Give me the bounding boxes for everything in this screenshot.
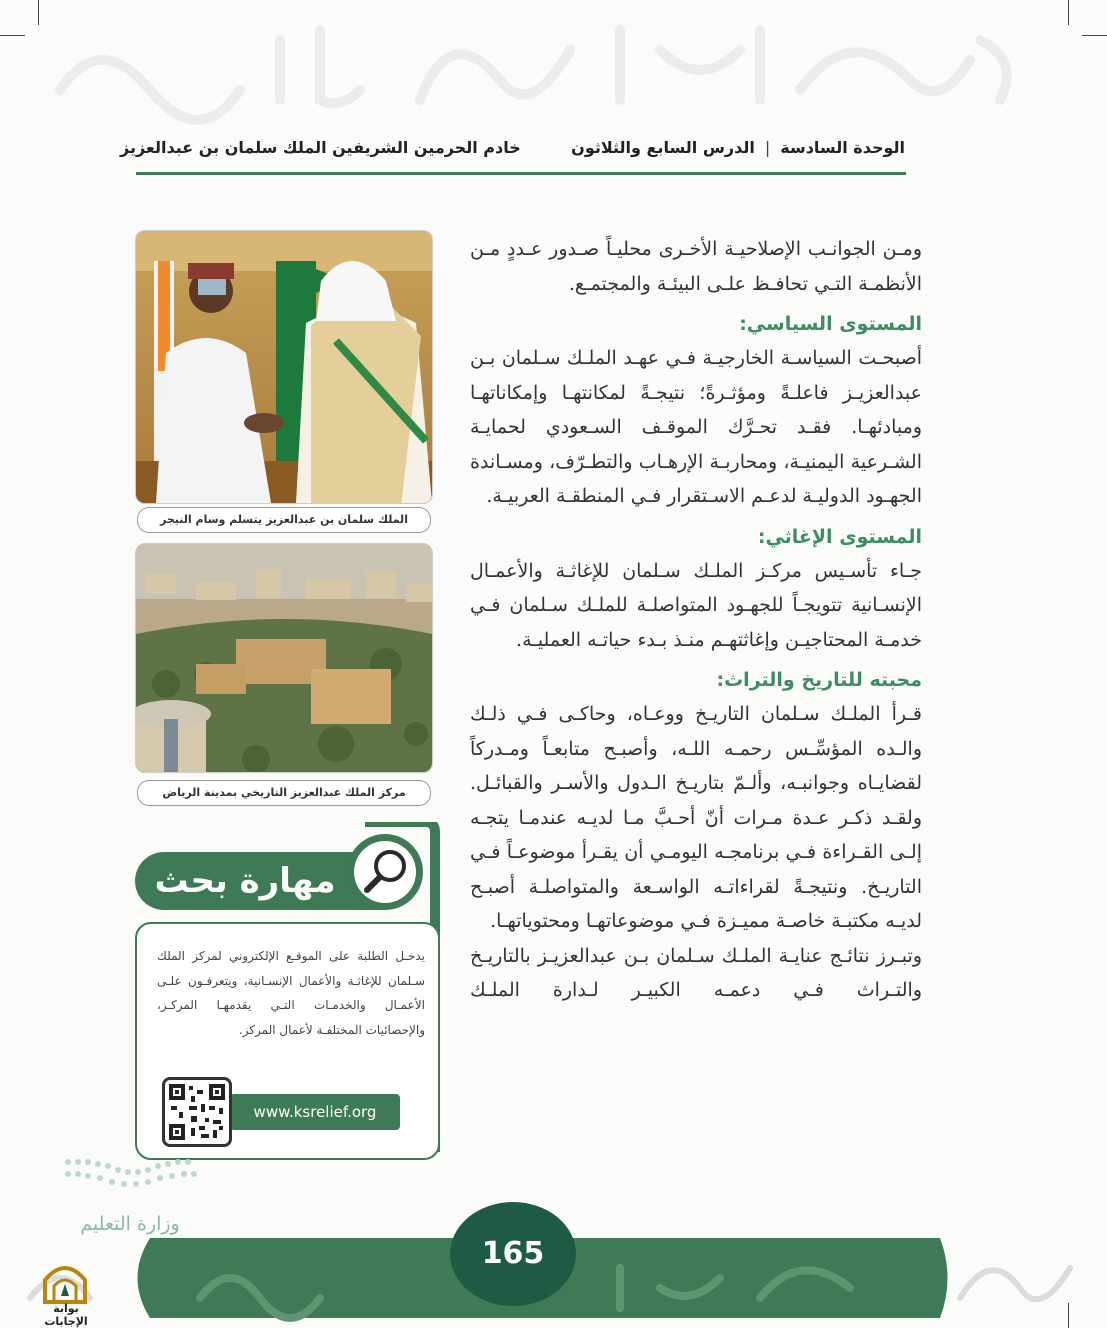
skill-text: يدخـل الطلبة على الموقـع الإلكتروني لمركز الملك سـلمان للإغاثـة والأعمال الإنسـانية، ويتعرفـون علـى الأعمـال والخدمـات التـي يقدمهـا المركـز، والإحصائيات المختلفـة لأعمال المركز. <box>157 949 425 1037</box>
photo-caption: الملك سلمان بن عبدالعزيز يتسلم وسام النيجر <box>137 507 431 533</box>
main-text-column <box>470 232 922 1008</box>
lesson-title: خادم الحرمين الشريفين الملك سلمان بن عبدالعزيز <box>120 137 521 157</box>
history-heading: محبته للتاريخ والتراث: <box>716 669 922 691</box>
unit-label: الوحدة السادسة <box>780 137 905 157</box>
header-rule <box>136 172 906 175</box>
header-divider: | <box>764 137 771 157</box>
intro-paragraph: ومـن الجوانـب الإصلاحيـة الأخـرى محليـاً صـدور عـددٍ مـن الأنظمـة التـي تحافـظ علـى البيئـة والمجتمـع. <box>470 238 922 295</box>
political-paragraph: أصبحـت السياسـة الخارجيـة فـي عهـد الملـك سـلمان بـن عبدالعزيـز فاعلـةً ومؤثـرةً؛ نتيجـةً لمكانتهـا وإمكاناتهـا ومبادئهـا. فقـد تحـرَّك الموقـف السـعودي لحمايـة الشـرعية اليمنيـة، ومحاربـة الإرهـاب والتطـرّف، ومسـاندة الجهـود الدوليـة لدعـم الاسـتقرار فـي المنطقـة العربيـة. <box>470 347 922 507</box>
page-number: 165 <box>450 1202 576 1306</box>
research-skill-box <box>135 822 440 1162</box>
portal-label: بوابة الإجابات <box>44 1302 88 1328</box>
handshake-photo <box>135 230 433 504</box>
relief-paragraph: جـاء تأسـيس مركـز الملـك سـلمان للإغاثـة والأعمـال الإنسـانية تتويجـاً للجهـود المتواصلـة للملـك سـلمان فـي خدمـة المحتاجيـن وإغاثتهـم منـذ بـدء حياتـه العمليـة. <box>470 559 922 651</box>
history-paragraph: قـرأ الملـك سـلمان التاريـخ ووعـاه، وحاكـى فـي ذلـك والـده المؤسِّـس رحمـه اللـه، وأصبـح متابعـاً ومـدركاً لقضايـاه وجوانبـه، وألـمّ بتاريـخ الـدول والأسـر والقبائـل. ولقـد ذكـر عـدة مـرات أنّ أحـبَّ مـا لديـه عندمـا يتجـه إلـى القـراءة فـي برنامجـه اليومـي أن يقـرأ موضوعـاً فـي التاريـخ. ونتيجـةً لقراءاتـه الواسـعة والمتواصلـة أصبـح لديـه مكتبـة خاصـة مميـزة فـي موضوعاتهـا ومحتوياتهـا. <box>470 703 922 932</box>
closing-paragraph: وتبـرز نتائـج عنايـة الملـك سـلمان بـن عبدالعزيـز بالتاريـخ والتـراث فـي دعمـه الكبيـر لـدارة الملـك <box>470 944 922 1001</box>
riyadh-aerial-photo <box>135 543 433 773</box>
skill-title: مهارة بحث <box>135 852 385 910</box>
skill-description <box>157 944 425 1042</box>
qr-code-icon <box>162 1077 232 1147</box>
website-link[interactable]: www.ksrelief.org <box>230 1094 400 1130</box>
page-header <box>120 132 905 162</box>
ministry-name: وزارة التعليم <box>80 1213 180 1235</box>
lesson-label: الدرس السابع والثلاثون <box>571 137 755 157</box>
relief-heading: المستوى الإغاثي: <box>757 525 922 548</box>
political-heading: المستوى السياسي: <box>739 313 922 335</box>
photo-caption: مركز الملك عبدالعزيز التاريخي بمدينة الرياض <box>137 780 431 806</box>
magnifier-icon <box>345 832 425 912</box>
calligraphy-background <box>0 0 1107 130</box>
